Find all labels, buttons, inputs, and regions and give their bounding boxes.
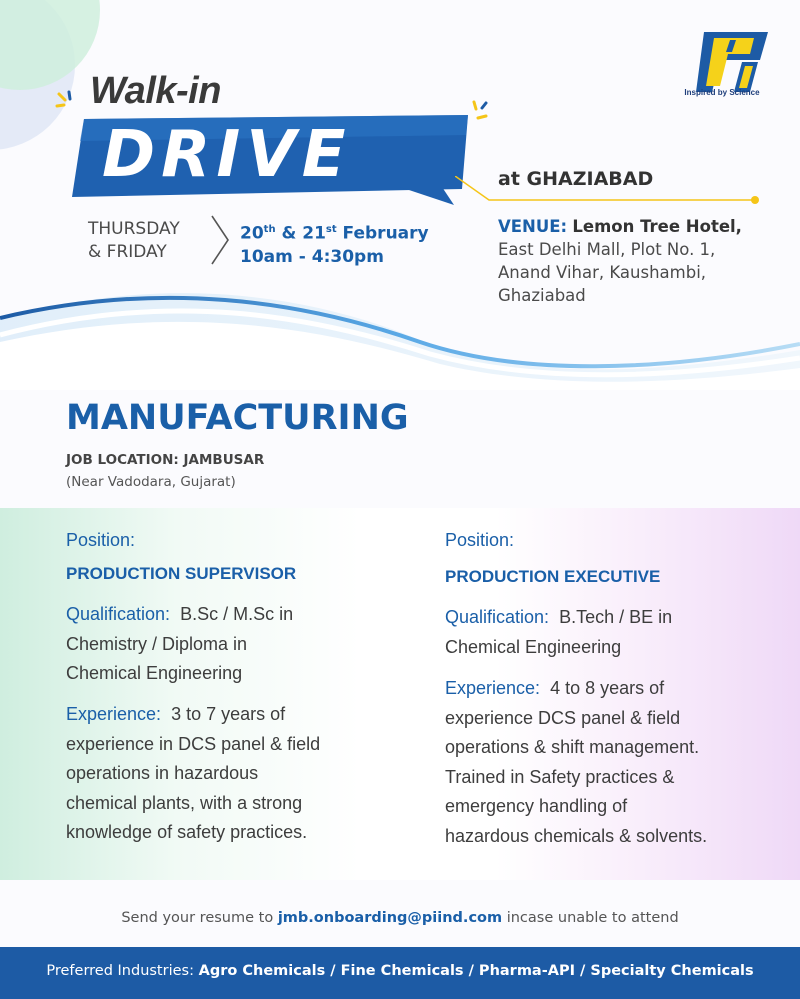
venue-name: Lemon Tree Hotel, [572, 217, 742, 236]
position-label: Position: [445, 530, 515, 550]
venue-line: Ghaziabad [498, 286, 586, 305]
position-label: Position: [66, 530, 136, 550]
walk-in-heading: Walk-in [90, 70, 221, 112]
event-days [88, 218, 180, 264]
job-location-note: (Near Vadodara, Gujarat) [66, 474, 236, 490]
drive-heading: DRIVE [102, 118, 352, 192]
department-title: MANUFACTURING [66, 398, 409, 438]
sparkle-icon [466, 98, 488, 124]
position-title: PRODUCTION SUPERVISOR [66, 564, 297, 583]
job-location: JOB LOCATION: JAMBUSAR [66, 452, 265, 468]
sparkle-icon [55, 90, 81, 112]
venue-label: VENUE: [498, 217, 568, 236]
experience-block: Experience: 4 to 8 years of experience DCS panel & field operations & shift management. Trained in Safety practices & emergency handling of hazardous chemicals & solvents. [445, 678, 708, 846]
positions-section [0, 508, 800, 880]
chevron-right-icon [206, 214, 232, 266]
qualification-block: Qualification: B.Tech / BE in Chemical Engineering [445, 607, 673, 657]
brand-tagline: Inspired by Science [684, 88, 760, 97]
resume-instruction: Send your resume to jmb.onboarding@piind.com incase unable to attend [121, 910, 679, 926]
venue-line: Anand Vihar, Kaushambi, [498, 263, 707, 282]
qualification-block: Qualification: B.Sc / M.Sc in Chemistry / Diploma in Chemical Engineering [66, 604, 294, 683]
resume-email-link[interactable]: jmb.onboarding@piind.com [277, 910, 503, 926]
days-line-2: & FRIDAY [88, 242, 167, 262]
event-time: 10am - 4:30pm [240, 246, 384, 267]
days-line-1: THURSDAY [88, 219, 180, 239]
experience-block: Experience: 3 to 7 years of experience in DCS panel & field operations in hazardous chemical plants, with a strong knowledge of safety practices. [66, 704, 321, 842]
event-city: at GHAZIABAD [498, 168, 654, 190]
decorative-circle [0, 0, 100, 90]
venue-line: East Delhi Mall, Plot No. 1, [498, 240, 716, 259]
position-title: PRODUCTION EXECUTIVE [445, 567, 661, 586]
experience-label: Experience: [66, 704, 162, 724]
experience-label: Experience: [445, 678, 541, 698]
qualification-label: Qualification: [445, 607, 550, 627]
event-date: 20th & 21st February [240, 223, 429, 244]
event-dates [240, 218, 429, 269]
decorative-wave [0, 280, 800, 390]
qualification-label: Qualification: [66, 604, 171, 624]
preferred-industries: Preferred Industries: Agro Chemicals / Fine Chemicals / Pharma-API / Specialty Chemicals [46, 963, 754, 979]
